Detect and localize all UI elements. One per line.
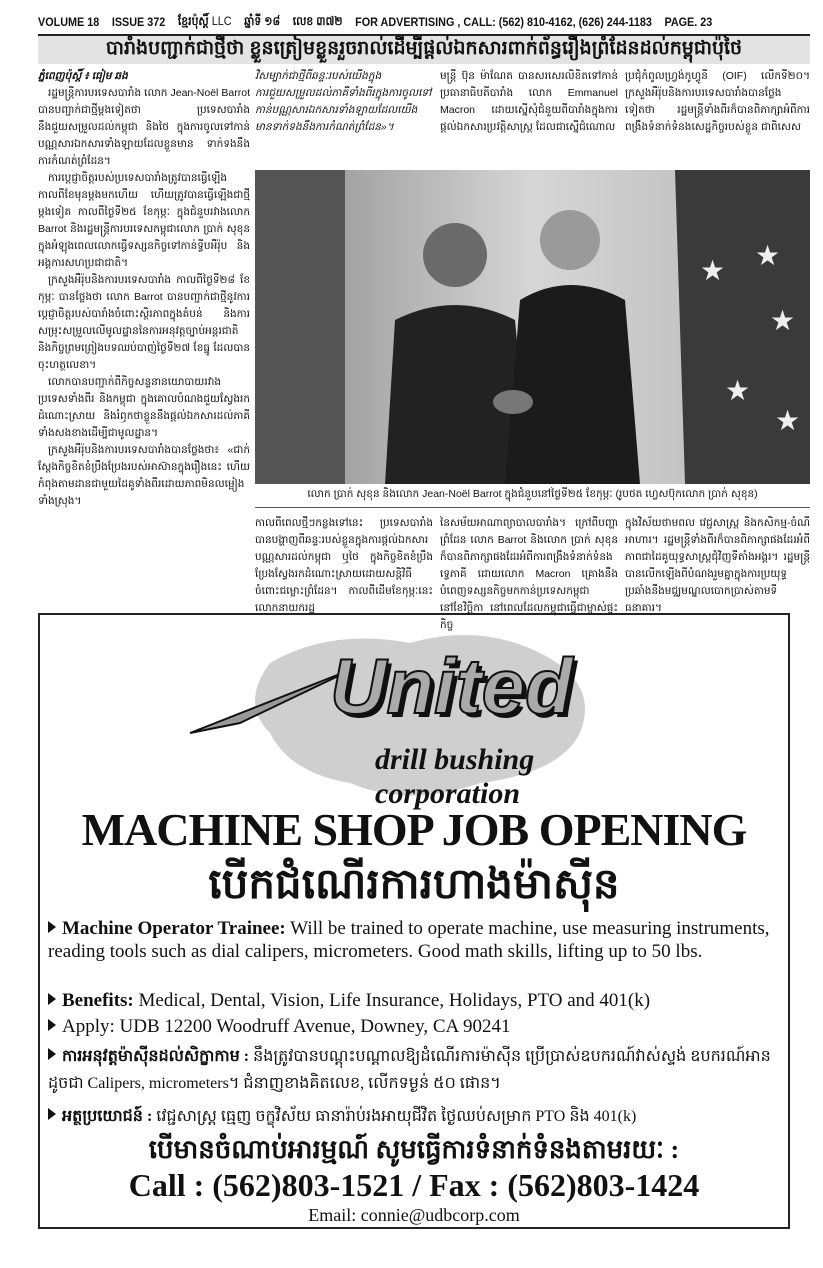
masthead-llc: LLC — [211, 14, 232, 28]
issue-kh: លេខ ៣៧២ — [292, 14, 343, 28]
article-column-3-bottom: នៃសម័យអាណាព្យាបាលបារាំង។ ក្រៅពីបញ្ហាព្រំដែន លោក Barrot និងលោក ប្រាក់ សុខុន ក៏បានពិភាក្សាផងដែរអំពីការពង្រឹងទំនាក់ទំនងទ្វេភាគី ដោយលោក Macron គ្រោងនឹងបំពេញទស្សនកិច្ចមកកាន់ប្រទេសកម្ពុជានៅខែវិច្ឆិកា នៅពេលដែលកម្ពុជាធ្វើជាម្ចាស់ផ្ទះកិច្ច — [440, 517, 618, 631]
bullet-apply — [48, 1015, 788, 1038]
email: Email: connie@udbcorp.com — [308, 1205, 520, 1225]
page-header — [38, 12, 733, 32]
bullet-label: អត្ថប្រយោជន៍ : — [62, 1108, 153, 1125]
advertising-contact: FOR ADVERTISING , CALL: (562) 810-4162, (626) 244-1183 — [355, 15, 652, 29]
svg-text:★: ★ — [700, 255, 726, 286]
photo-caption: លោក ប្រាក់ សុខុន និងលោក Jean-Noël Barrot ក្នុងជំនួបនៅថ្ងៃទី២៥ ខែកុម្ភៈ (រូបថត ហ្វេសប៊ុកលោក ប្រាក់ សុខុន) — [255, 488, 810, 508]
bullet-text: វេជ្ជសាស្ត្រ ធ្មេញ ចក្ខុវិស័យ ធានារ៉ាប់រងអាយុជីវិត ថ្ងៃឈប់សម្រាក PTO និង 401(k) — [156, 1108, 637, 1125]
article-column-4-top: ប្រជុំកំពូលហ្វ្រង់កូហ្វូនី (OIF) លើកទី២០។ ក្រសួងអឺរ៉ុបនិងការបរទេសបារាំងបានថ្លែងទៀតថា រដ្ឋមន្ត្រីទាំងពីរក៏បានពិភាក្សាអំពីការពង្រឹងទំនាក់ទំនងសេដ្ឋកិច្ចរបស់ខ្លួន ជាពិសេស — [625, 70, 810, 133]
ad-title-kh: បើកជំណើរការហាងម៉ាស៊ីន — [208, 862, 620, 908]
bullet-text: Apply: UDB 12200 Woodruff Avenue, Downey, CA 90241 — [62, 1016, 511, 1037]
bullet-benefits-kh — [48, 1105, 788, 1128]
paragraph: ក្រសួងអឺរ៉ុបនិងការបរទេសបារាំង កាលពីថ្ងៃទី២៨ ខែកុម្ភៈ បានថ្លែងថា លោក Barrot បានបញ្ជាក់ជាថ្មីនូវការប្ដេជ្ញាចិត្តរបស់បារាំងចំពោះស្ថិរភាពក្នុងតំបន់ និងការសម្រុះសម្រួលលើមូលដ្ឋាននៃការអនុវត្តច្បាប់អន្តរជាតិ និងកិច្ចព្រមព្រៀងបទឈប់បាញ់ថ្ងៃទី២៧ ខែធ្នូ ដែលបានចុះហត្ថលេខា។ — [38, 274, 250, 371]
bullet-text: នឹងត្រូវបានបណ្ដុះបណ្ដាលឱ្យដំណើរការម៉ាស៊ីន ប្រើប្រាស់ឧបករណ៍វាស់ស្ទង់ ឧបករណ៍អាន ដូចជា Calipers, micrometers។ ជំនាញខាងគិតលេខ, លើកទម្ងន់ ៥០ ផោន។ — [48, 1048, 771, 1092]
paragraph: រដ្ឋមន្ត្រីការបរទេសបារាំង លោក Jean-Noël Barrot បានបញ្ជាក់ជាថ្មីម្តងទៀតថា ប្រទេសបារាំងនឹងជួយសម្រួលដល់កម្ពុជា និងថៃ ក្នុងការចូលទៅកាន់បណ្ណសារឯកសារទាំងឡាយដែលខ្លួនមាន ទាក់ទងនឹងការកំណត់ព្រំដែន។ — [38, 87, 250, 167]
call-fax: Call : (562)803-1521 / Fax : (562)803-1424 — [128, 1167, 700, 1203]
svg-text:★: ★ — [770, 305, 796, 336]
bullet-text: Medical, Dental, Vision, Life Insurance, Holidays, PTO and 401(k) — [138, 990, 651, 1011]
logo-subtitle: drill bushing corporation — [375, 743, 535, 810]
page-number: PAGE. 23 — [664, 15, 713, 29]
paragraph: ក្រសួងអឺរ៉ុបនិងការបរទេសបារាំងបានថ្លែងថា៖ «ជាក់ស្ដែងកិច្ចខិតខំប្រឹងប្រែងរបស់អាស៊ានក្នុងរឿងនេះ ហើយកំពុងតាមដានជាមួយដៃគូទាំងពីរដោយភាពមិនលម្អៀងទាំងស្រុង។ — [38, 444, 250, 507]
company-logo — [180, 623, 680, 810]
job-advertisement — [38, 613, 790, 1229]
masthead — [178, 13, 232, 31]
bullet-trainee-kh — [48, 1043, 788, 1097]
headline: បារាំងបញ្ជាក់ជាថ្មីថា ខ្លួនត្រៀមខ្លួនរួចរាល់ដើម្បីផ្ដល់ឯកសារពាក់ព័ន្ធរឿងព្រំដែនដល់កម្ពុជាប៉ុថៃ — [38, 34, 810, 64]
svg-text:★: ★ — [755, 240, 781, 271]
logo-word: United — [330, 642, 573, 730]
paragraph: ការប្ដេជ្ញាចិត្តរបស់ប្រទេសបារាំងត្រូវបានធ្វើឡើងកាលពីខែមុនម្តងមកហើយ ហើយត្រូវបានធ្វើឡើងជាថ្មីម្តងទៀត កាលពីថ្ងៃទី២៥ ខែកុម្ភៈ ក្នុងជំនួបរវាងលោក Barrot និងរដ្ឋមន្ត្រីការបរទេសកម្ពុជាលោក ប្រាក់ សុខុន ក្នុងអំឡុងពេលលោកធ្វើទស្សនកិច្ចទៅកាន់ទ្វីបអឺរ៉ុប និងអង្គការសហប្រជាជាតិ។ — [38, 172, 250, 269]
byline: ភ្នំពេញប៉ុស្ដិ៍ ៖ ធៀម ឆង — [38, 70, 128, 82]
article-column-2-bottom: កាលពីពេលថ្មីៗកន្លងទៅនេះ ប្រទេសបារាំងបានបង្ហាញពីឆន្ទៈរបស់ខ្លួនក្នុងការផ្តល់ឯកសារបណ្ណសារដល់កម្ពុជា ឬថៃ ក្នុងកិច្ចខិតខំប្រឹងប្រែងស្វែងរកដំណោះស្រាយដោយសន្តិវិធីចំពោះជម្លោះព្រំដែន។ កាលពីដើមខែកុម្ភៈនេះ លោកនាយករដ្ឋ — [255, 517, 433, 614]
bullet-text: Will be trained to operate machine, use measuring instruments, reading tools such as dial calipers, micrometers. Good math skills, lifting up to 50 lbs. — [48, 918, 770, 962]
ad-title: MACHINE SHOP JOB OPENING — [81, 804, 747, 855]
issue: ISSUE 372 — [111, 15, 166, 29]
year-kh: ឆ្នាំទី ១៨ — [244, 14, 281, 28]
bullet-benefits — [48, 989, 788, 1012]
contact-heading-kh: បើមានចំណាប់អារម្មណ៍ សូមធ្វើការទំនាក់ទំនងតាមរយៈ : — [148, 1135, 680, 1164]
bullet-arrow-icon — [48, 1048, 56, 1060]
svg-text:★: ★ — [725, 375, 751, 406]
article-column-4-bottom: ក្នុងវិស័យថាមពល វេជ្ជសាស្ត្រ និងកសិកម្ម-ចំណីអាហារ។ រដ្ឋមន្ត្រីទាំងពីរក៏បានពិភាក្សាផងដែរអំពីភាពជាដៃគូយុទ្ធសាស្ត្រជុំវិញទីតាំងអង្គរ។ រដ្ឋមន្ត្រីបានលើកឡើងពីបំណងរួមគ្នាក្នុងការប្រយុទ្ធប្រឆាំងនឹងមជ្ឈមណ្ឌលបោកប្រាស់តាមទីធនាគារ។ — [625, 517, 810, 614]
bullet-label: Machine Operator Trainee: — [62, 918, 286, 939]
volume: VOLUME 18 — [38, 15, 100, 29]
paragraph: លោកបានបញ្ជាក់ពីកិច្ចសន្ទនានយោបាយរវាងប្រទេសទាំងពីរ និងកម្ពុជា ក្នុងគោលបំណងជួយស្វែងរកដំណោះស្រាយ និងរំឭកថាខ្លួននឹងផ្តល់ឯកសារដល់ភាគីទាំងសងខាងដើម្បីជាមូលដ្ឋាន។ — [38, 376, 250, 439]
bullet-arrow-icon — [48, 993, 56, 1005]
masthead-kh: ខ្មែរប៉ុស្ដិ៍ — [177, 14, 209, 28]
svg-text:★: ★ — [775, 405, 801, 436]
bullet-arrow-icon — [48, 1108, 56, 1120]
bullet-arrow-icon — [48, 1019, 56, 1031]
news-photo — [255, 170, 810, 484]
bullet-label: ការអនុវត្តម៉ាស៊ីនដល់សិក្ខាកាម : — [62, 1048, 250, 1065]
article-column-3-top: មន្ត្រី ប៊ុន ម៉ាណែត បានសរសេរលិខិតទៅកាន់ប្រធានាធិបតីបារាំង លោក Emmanuel Macron ដោយស្នើសុំជំនួយពីបារាំងក្នុងការផ្ដល់ឯកសារប្រវត្តិសាស្ត្រ ដែលជាស្នើជំណោល — [440, 70, 618, 133]
bullet-label: Benefits: — [62, 990, 134, 1011]
bullet-trainee — [48, 917, 788, 963]
article-column-1 — [38, 68, 250, 608]
photo-handshake-image — [255, 170, 810, 484]
bullet-arrow-icon — [48, 921, 56, 933]
article-column-2-top: វិសម្បាក់ជាថ្មីពីឆន្ទៈរបស់យើងក្នុងការជួយសម្រួលដល់ភាគីទាំងពីរក្នុងការចូលទៅកាន់បណ្ណសារឯកសារទាំងឡាយដែលយើងមានទាក់ទងនឹងការកំណត់ព្រំដែន»។ — [255, 70, 432, 133]
